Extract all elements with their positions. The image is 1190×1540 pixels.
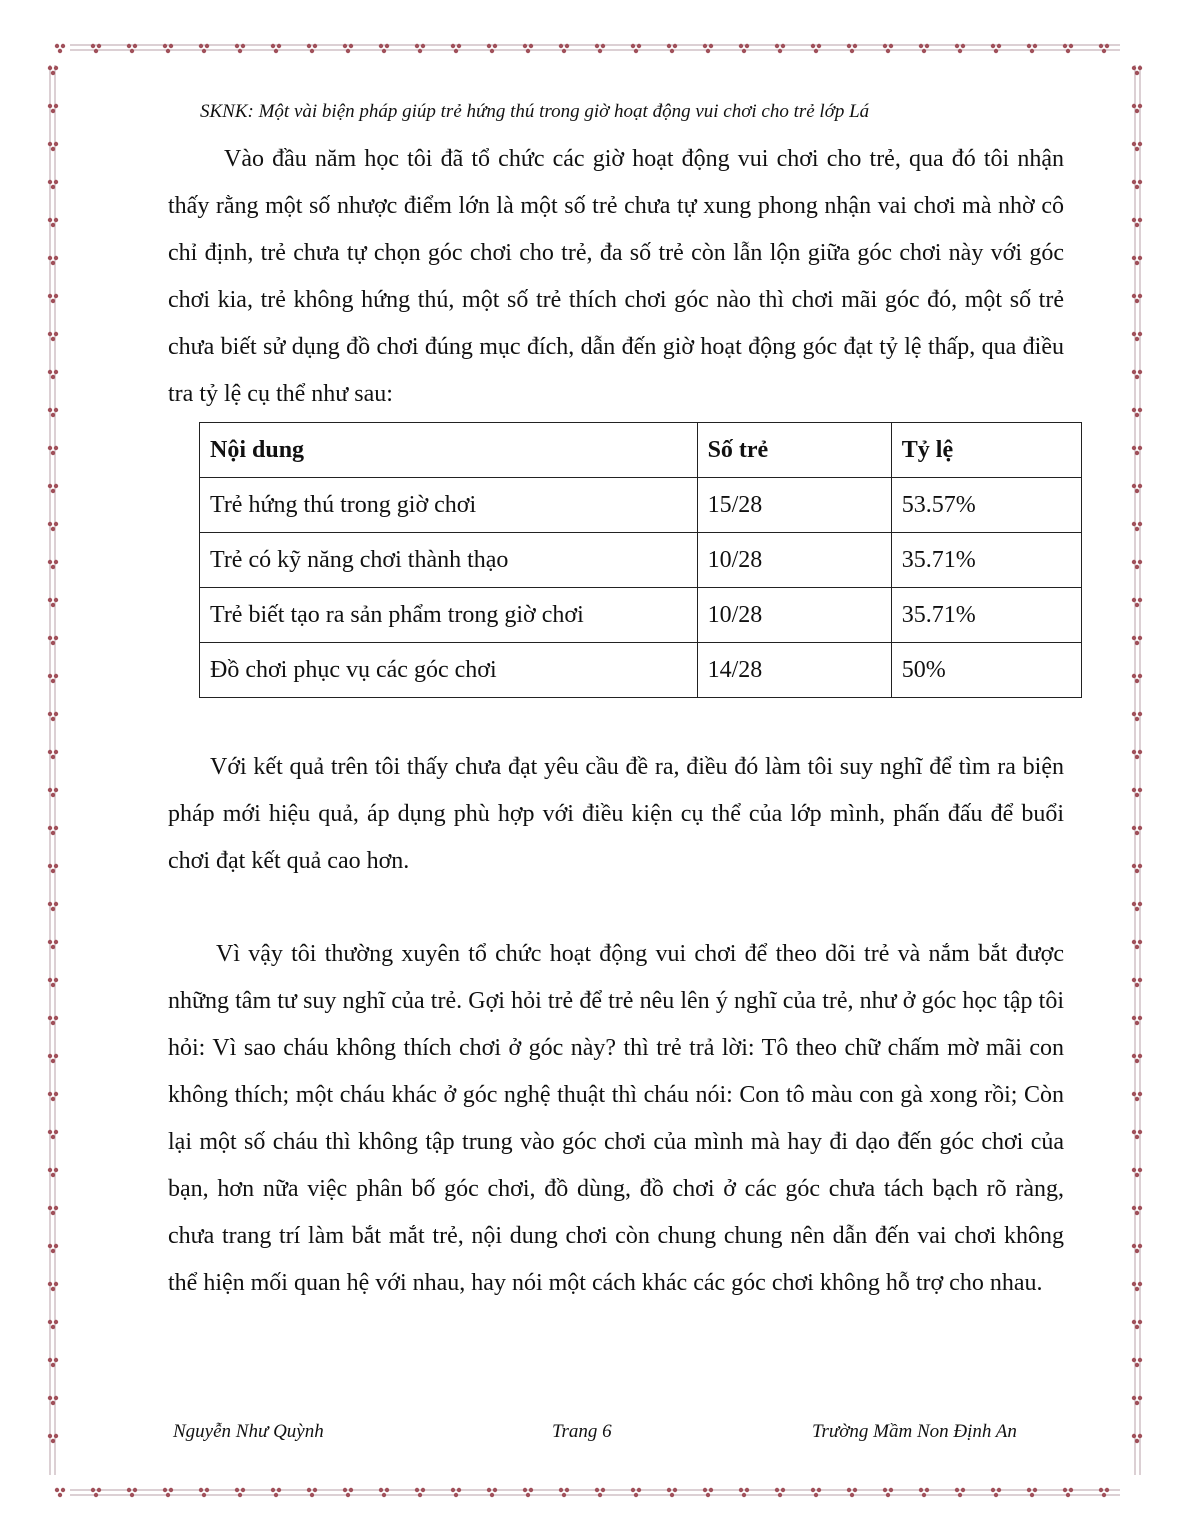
border-ornament <box>163 1488 173 1497</box>
border-ornament <box>48 408 58 417</box>
cell-content: Trẻ có kỹ năng chơi thành thạo <box>200 533 698 588</box>
border-ornament <box>48 674 58 683</box>
cell-content: Đồ chơi phục vụ các góc chơi <box>200 643 698 698</box>
cell-rate: 53.57% <box>891 478 1081 533</box>
border-ornament <box>48 104 58 113</box>
border-ornament <box>1132 674 1142 683</box>
border-ornament <box>48 636 58 645</box>
border-ornament <box>48 1168 58 1177</box>
border-ornament <box>1132 408 1142 417</box>
border-ornament <box>48 446 58 455</box>
border-ornament <box>559 1488 569 1497</box>
cell-content: Trẻ hứng thú trong giờ chơi <box>200 478 698 533</box>
border-ornament <box>631 1488 641 1497</box>
border-ornament <box>1063 1488 1073 1497</box>
border-ornament <box>775 44 785 53</box>
border-ornament <box>163 44 173 53</box>
border-ornament <box>1099 44 1109 53</box>
border-ornament <box>48 484 58 493</box>
border-ornament <box>811 1488 821 1497</box>
border-ornament <box>48 1282 58 1291</box>
border-ornament <box>48 1054 58 1063</box>
cell-count: 14/28 <box>697 643 891 698</box>
border-ornament <box>1132 1320 1142 1329</box>
border-ornament <box>775 1488 785 1497</box>
border-ornament <box>1132 522 1142 531</box>
border-ornament <box>991 44 1001 53</box>
border-ornament <box>48 1244 58 1253</box>
border-ornament <box>1132 370 1142 379</box>
border-ornament <box>55 44 65 53</box>
border-ornament <box>1132 1092 1142 1101</box>
border-ornament <box>48 66 58 75</box>
border-ornament <box>451 44 461 53</box>
border-ornament <box>739 44 749 53</box>
border-ornament <box>1132 750 1142 759</box>
border-ornament <box>523 44 533 53</box>
border-ornament <box>487 44 497 53</box>
border-ornament <box>739 1488 749 1497</box>
border-ornament <box>48 1358 58 1367</box>
border-ornament <box>667 1488 677 1497</box>
border-ornament <box>1132 1130 1142 1139</box>
border-ornament <box>235 1488 245 1497</box>
border-ornament <box>523 1488 533 1497</box>
border-ornament <box>955 1488 965 1497</box>
border-ornament <box>48 142 58 151</box>
paragraph-observation: Vì vậy tôi thường xuyên tổ chức hoạt động vui chơi để theo dõi trẻ và nắm bắt được những tâm tư suy nghĩ của trẻ. Gợi hỏi trẻ để trẻ nêu lên ý nghĩ của trẻ, như ở góc học tập tôi hỏi: Vì sao cháu không thích chơi ở góc này? thì trẻ trả lời: Tô theo chữ chấm mờ mãi con không thích; một cháu khác ở góc nghệ thuật thì cháu nói: Con tô màu con gà xong rồi; Còn lại một số cháu thì không tập trung vào góc chơi của mình mà hay đi dạo đến góc chơi của bạn, hơn nữa việc phân bố góc chơi, đồ dùng, đồ chơi ở các góc chưa tách bạch rõ ràng, chưa trang trí làm bắt mắt trẻ, nội dung chơi còn chung chung nên dẫn đến vai chơi không thể hiện mối quan hệ với nhau, hay nói một cách khác các góc chơi không hỗ trợ cho nhau. <box>168 941 1064 1296</box>
cell-count: 10/28 <box>697 533 891 588</box>
border-ornament <box>1132 1358 1142 1367</box>
border-ornament <box>48 1396 58 1405</box>
column-header-content: Nội dung <box>200 423 698 478</box>
border-ornament <box>48 712 58 721</box>
border-ornament <box>48 826 58 835</box>
border-ornament <box>1027 44 1037 53</box>
border-ornament <box>1132 864 1142 873</box>
border-ornament <box>1132 560 1142 569</box>
border-ornament <box>1027 1488 1037 1497</box>
border-ornament <box>48 256 58 265</box>
border-ornament <box>48 1320 58 1329</box>
border-ornament <box>415 1488 425 1497</box>
border-ornament <box>343 44 353 53</box>
border-ornament <box>1132 446 1142 455</box>
border-ornament <box>1132 1206 1142 1215</box>
border-ornament <box>379 1488 389 1497</box>
border-ornament <box>1099 1488 1109 1497</box>
border-ornament <box>48 1206 58 1215</box>
border-ornament <box>48 1130 58 1139</box>
border-ornament <box>343 1488 353 1497</box>
table-row <box>200 533 1082 588</box>
border-ornament <box>1132 218 1142 227</box>
cell-count: 10/28 <box>697 588 891 643</box>
table-header-row <box>200 423 1082 478</box>
border-ornament <box>48 864 58 873</box>
column-header-rate: Tỷ lệ <box>891 423 1081 478</box>
border-ornament <box>1132 826 1142 835</box>
border-ornament <box>127 44 137 53</box>
border-ornament <box>811 44 821 53</box>
border-ornament <box>1132 332 1142 341</box>
main-content <box>168 136 1064 418</box>
border-ornament <box>595 1488 605 1497</box>
footer-author: Nguyễn Như Quỳnh <box>173 1421 324 1442</box>
border-ornament <box>1132 902 1142 911</box>
border-ornament <box>1132 294 1142 303</box>
border-ornament <box>955 44 965 53</box>
cell-rate: 50% <box>891 643 1081 698</box>
border-ornament <box>847 44 857 53</box>
paragraph-result: Với kết quả trên tôi thấy chưa đạt yêu cầu đề ra, điều đó làm tôi suy nghĩ để tìm ra biện pháp mới hiệu quả, áp dụng phù hợp với điều kiện cụ thể của lớp mình, phấn đấu để buổi chơi đạt kết quả cao hơn. <box>168 754 1064 874</box>
table-row <box>200 643 1082 698</box>
border-ornament <box>1132 484 1142 493</box>
border-ornament <box>235 44 245 53</box>
border-ornament <box>48 750 58 759</box>
border-ornament <box>703 1488 713 1497</box>
border-ornament <box>1132 712 1142 721</box>
border-ornament <box>1132 1016 1142 1025</box>
border-ornament <box>48 940 58 949</box>
border-ornament <box>1132 940 1142 949</box>
border-ornament <box>1132 1054 1142 1063</box>
border-ornament <box>1132 256 1142 265</box>
border-ornament <box>1132 1244 1142 1253</box>
border-ornament <box>1132 104 1142 113</box>
border-ornament <box>48 788 58 797</box>
paragraph-intro: Vào đầu năm học tôi đã tổ chức các giờ hoạt động vui chơi cho trẻ, qua đó tôi nhận thấy rằng một số nhược điểm lớn là một số trẻ chưa tự xung phong nhận vai chơi mà nhờ cô chỉ định, trẻ chưa tự chọn góc chơi cho trẻ, đa số trẻ còn lẫn lộn giữa góc chơi này với góc chơi kia, trẻ không hứng thú, một số trẻ thích chơi góc nào thì chơi mãi góc đó, một số trẻ chưa biết sử dụng đồ chơi đúng mục đích, dẫn đến giờ hoạt động góc đạt tỷ lệ thấp, qua điều tra tỷ lệ cụ thể như sau: <box>168 146 1064 407</box>
border-ornament <box>48 522 58 531</box>
border-ornament <box>667 44 677 53</box>
page-header-title: SKNK: Một vài biện pháp giúp trẻ hứng thú trong giờ hoạt động vui chơi cho trẻ lớp Lá <box>200 101 870 122</box>
border-ornament <box>48 332 58 341</box>
border-ornament <box>271 1488 281 1497</box>
table-row <box>200 478 1082 533</box>
border-ornament <box>199 44 209 53</box>
border-ornament <box>199 1488 209 1497</box>
page-footer <box>0 1418 1190 1444</box>
border-ornament <box>1132 142 1142 151</box>
border-ornament <box>1132 636 1142 645</box>
border-ornament <box>271 44 281 53</box>
border-ornament <box>91 44 101 53</box>
border-ornament <box>48 1016 58 1025</box>
border-ornament <box>55 1488 65 1497</box>
border-ornament <box>703 44 713 53</box>
border-ornament <box>991 1488 1001 1497</box>
border-ornament <box>48 370 58 379</box>
border-ornament <box>1132 66 1142 75</box>
cell-rate: 35.71% <box>891 533 1081 588</box>
border-ornament <box>48 218 58 227</box>
border-ornament <box>48 1092 58 1101</box>
border-ornament <box>1132 1168 1142 1177</box>
border-ornament <box>1132 598 1142 607</box>
border-ornament <box>1132 180 1142 189</box>
border-ornament <box>415 44 425 53</box>
border-ornament <box>1132 788 1142 797</box>
border-ornament <box>48 902 58 911</box>
border-ornament <box>631 44 641 53</box>
border-ornament <box>1132 1396 1142 1405</box>
footer-page-number: Trang 6 <box>552 1421 612 1442</box>
border-ornament <box>559 44 569 53</box>
border-ornament <box>379 44 389 53</box>
footer-school: Trường Mầm Non Định An <box>812 1421 1017 1442</box>
border-ornament <box>48 978 58 987</box>
cell-rate: 35.71% <box>891 588 1081 643</box>
border-ornament <box>127 1488 137 1497</box>
border-ornament <box>91 1488 101 1497</box>
border-ornament <box>883 44 893 53</box>
cell-count: 15/28 <box>697 478 891 533</box>
border-ornament <box>48 560 58 569</box>
cell-content: Trẻ biết tạo ra sản phẩm trong giờ chơi <box>200 588 698 643</box>
table-row <box>200 588 1082 643</box>
border-ornament <box>919 44 929 53</box>
border-ornament <box>48 294 58 303</box>
border-ornament <box>595 44 605 53</box>
main-content-continued <box>168 744 1064 1307</box>
border-ornament <box>847 1488 857 1497</box>
border-ornament <box>883 1488 893 1497</box>
border-ornament <box>48 598 58 607</box>
border-ornament <box>1063 44 1073 53</box>
column-header-count: Số trẻ <box>697 423 891 478</box>
border-ornament <box>451 1488 461 1497</box>
border-ornament <box>1132 1282 1142 1291</box>
border-ornament <box>48 180 58 189</box>
border-ornament <box>487 1488 497 1497</box>
border-ornament <box>307 44 317 53</box>
border-ornament <box>919 1488 929 1497</box>
border-ornament <box>307 1488 317 1497</box>
border-ornament <box>1132 978 1142 987</box>
survey-results-table <box>199 422 1082 698</box>
